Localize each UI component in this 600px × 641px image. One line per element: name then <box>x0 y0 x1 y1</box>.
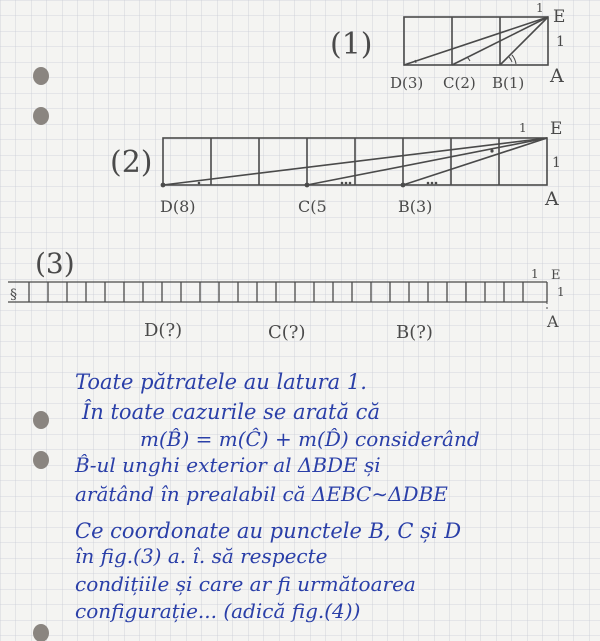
figure-3-label: (3) <box>35 247 75 280</box>
note-line: m(B̂) = m(Ĉ) + m(D̂) considerând <box>140 427 480 451</box>
point-D-label: D(3) <box>390 74 424 92</box>
binder-hole <box>33 107 49 125</box>
point-B-label: B(1) <box>492 74 525 92</box>
top-unit-label: 1 <box>519 121 527 135</box>
point-E-label: E <box>553 7 566 27</box>
point-B-label: B(3) <box>398 197 433 216</box>
point-D-label: D(8) <box>160 197 196 216</box>
note-line: condițiile și care ar fi următoarea <box>75 572 416 596</box>
figure-1-label: (1) <box>330 27 373 62</box>
note-line: B̂-ul unghi exterior al ΔBDE și <box>75 453 381 477</box>
point-B-label: B(?) <box>396 322 433 343</box>
top-unit-label: 1 <box>536 1 544 15</box>
note-line: arătând în prealabil că ΔEBC∼ΔDBE <box>75 482 448 506</box>
point-A-label: A <box>550 65 564 87</box>
point-C-label: C(5 <box>298 197 327 216</box>
side-unit-label: 1 <box>552 155 561 171</box>
point-C-label: C(?) <box>268 322 306 343</box>
side-unit-label: 1 <box>556 34 565 50</box>
binder-hole <box>33 451 49 469</box>
point-A-label: A <box>547 312 559 331</box>
point-E-label: E <box>551 268 561 283</box>
binder-hole <box>33 67 49 85</box>
side-unit-label: 1 <box>557 285 565 299</box>
note-line: Toate pătratele au latura 1. <box>75 370 367 394</box>
note-line: Ce coordonate au punctele B, C și D <box>75 519 462 543</box>
break-mark: § <box>10 287 17 303</box>
point-D-label: D(?) <box>144 320 183 341</box>
point-C-label: C(2) <box>443 74 476 92</box>
point-A-label: A <box>545 188 559 210</box>
binder-hole <box>33 411 49 429</box>
note-line: În toate cazurile se arată că <box>82 400 380 424</box>
note-line: în fig.(3) a. î. să respecte <box>75 544 328 568</box>
note-line: configurație... (adică fig.(4)) <box>75 599 361 623</box>
figure-2-label: (2) <box>110 145 153 180</box>
point-E-label: E <box>550 119 563 139</box>
top-unit-label: 1 <box>531 267 539 281</box>
